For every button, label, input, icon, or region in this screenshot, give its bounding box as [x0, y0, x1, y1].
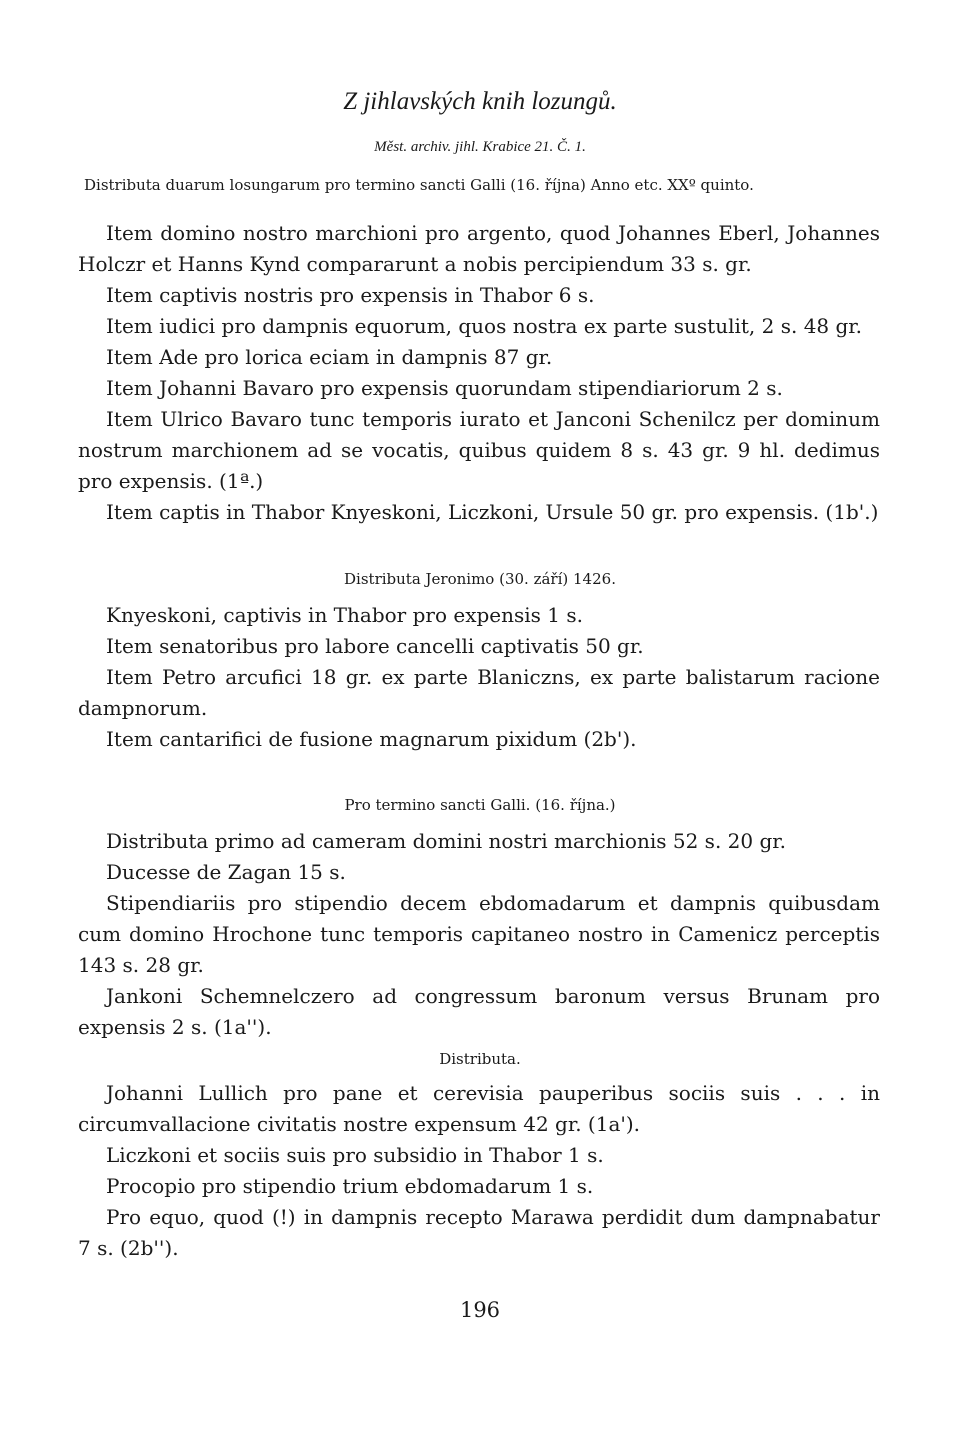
paragraph: Liczkoni et sociis suis pro subsidio in Thabor 1 s. — [106, 1143, 604, 1167]
paragraph: Ducesse de Zagan 15 s. — [106, 860, 346, 884]
paragraph: Knyeskoni, captivis in Thabor pro expensis 1 s. — [106, 603, 583, 627]
section-heading-2: Distributa Jeronimo (30. září) 1426. — [344, 570, 616, 588]
paragraph: Item Ulrico Bavaro tunc temporis iurato et Janconi Schenilcz per dominum nostrum marchionem ad se vocatis, quibus quidem 8 s. 43 gr. 9 hl. dedimus pro expensis. (1ª.) — [78, 407, 880, 493]
paragraph: Item Petro arcufici 18 gr. ex parte Blaniczns, ex parte balistarum racione dampnorum. — [78, 665, 880, 720]
paragraph: Item captivis nostris pro expensis in Thabor 6 s. — [106, 283, 595, 307]
paragraph: Item captis in Thabor Knyeskoni, Liczkoni, Ursule 50 gr. pro expensis. (1b'.) — [106, 500, 879, 524]
paragraph: Item Ade pro lorica eciam in dampnis 87 gr. — [106, 345, 553, 369]
paragraph: Procopio pro stipendio trium ebdomadarum 1 s. — [106, 1174, 594, 1198]
paragraph: Stipendiariis pro stipendio decem ebdomadarum et dampnis quibusdam cum domino Hrochone tunc temporis capitaneo nostro in Camenicz perceptis 143 s. 28 gr. — [78, 891, 880, 977]
paragraph: Johanni Lullich pro pane et cerevisia pauperibus sociis suis . . . in circumvallacione civitatis nostre expensum 42 gr. (1a'). — [78, 1081, 880, 1136]
section-heading-1: Distributa duarum losungarum pro termino sancti Galli (16. října) Anno etc. XXº quinto. — [84, 176, 754, 194]
paragraph: Item senatoribus pro labore cancelli captivatis 50 gr. — [106, 634, 644, 658]
section-heading-4: Distributa. — [439, 1050, 521, 1068]
paragraph: Distributa primo ad cameram domini nostri marchionis 52 s. 20 gr. — [106, 829, 786, 853]
archive-reference: Měst. archiv. jihl. Krabice 21. Č. 1. — [374, 139, 586, 155]
page-number: 196 — [459, 1298, 501, 1322]
paragraph: Item domino nostro marchioni pro argento, quod Johannes Eberl, Johannes Holczr et Hanns Kynd compararunt a nobis percipiendum 33 s. gr. — [78, 221, 880, 276]
paragraph: Item Johanni Bavaro pro expensis quorundam stipendiariorum 2 s. — [106, 376, 783, 400]
paragraph: Pro equo, quod (!) in dampnis recepto Marawa perdidit dum dampnabatur 7 s. (2b''). — [78, 1205, 880, 1260]
page-title: Z jihlavských knih lozungů. — [343, 88, 617, 115]
paragraph: Jankoni Schemnelczero ad congressum baronum versus Brunam pro expensis 2 s. (1a''). — [78, 984, 880, 1039]
section-heading-3: Pro termino sancti Galli. (16. října.) — [344, 796, 616, 814]
paragraph: Item iudici pro dampnis equorum, quos nostra ex parte sustulit, 2 s. 48 gr. — [106, 314, 863, 338]
paragraph: Item cantarifici de fusione magnarum pixidum (2b'). — [106, 727, 637, 751]
